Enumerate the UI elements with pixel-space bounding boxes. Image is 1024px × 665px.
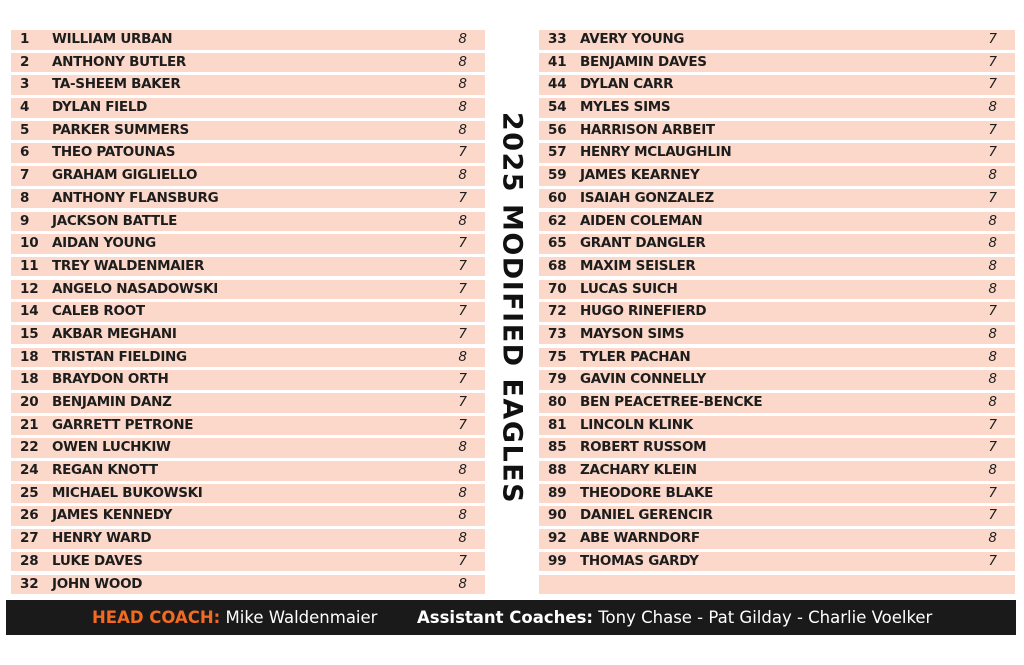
player-number: 28 <box>20 552 39 569</box>
assistant-coaches-label: Assistant Coaches: <box>417 608 594 627</box>
player-row <box>539 416 1015 436</box>
player-row <box>539 75 1015 95</box>
player-grade: 7 <box>988 189 997 206</box>
player-name: ANGELO NASADOWSKI <box>52 280 218 297</box>
player-name: ROBERT RUSSOM <box>580 439 707 456</box>
player-row <box>11 143 485 163</box>
player-grade: 8 <box>458 530 467 547</box>
player-grade: 8 <box>988 348 997 365</box>
player-grade: 8 <box>458 348 467 365</box>
player-row <box>539 575 1015 595</box>
player-name: TA-SHEEM BAKER <box>52 76 181 93</box>
player-number: 73 <box>548 325 567 342</box>
player-grade: 7 <box>458 371 467 388</box>
player-grade: 7 <box>458 257 467 274</box>
player-number: 2 <box>20 53 30 70</box>
player-grade: 8 <box>988 257 997 274</box>
player-row <box>539 280 1015 300</box>
player-number: 10 <box>20 235 39 252</box>
player-number: 85 <box>548 439 567 456</box>
player-number: 8 <box>20 189 30 206</box>
player-grade: 7 <box>988 552 997 569</box>
player-name: JAMES KENNEDY <box>52 507 173 524</box>
player-name: CALEB ROOT <box>52 303 145 320</box>
player-row <box>11 166 485 186</box>
player-grade: 8 <box>988 99 997 116</box>
player-number: 90 <box>548 507 567 524</box>
coaches-footer <box>6 600 1016 635</box>
player-grade: 8 <box>988 235 997 252</box>
player-number: 33 <box>548 31 567 47</box>
player-row <box>539 234 1015 254</box>
player-name: HENRY WARD <box>52 530 152 547</box>
player-row <box>11 461 485 481</box>
player-row <box>539 348 1015 368</box>
player-name: ANTHONY BUTLER <box>52 53 186 70</box>
player-name: GARRETT PETRONE <box>52 416 194 433</box>
player-name: BENJAMIN DAVES <box>580 53 707 70</box>
player-name: JAMES KEARNEY <box>580 167 700 184</box>
player-name: LUKE DAVES <box>52 552 143 569</box>
player-name: WILLIAM URBAN <box>52 31 173 47</box>
player-number: 1 <box>20 31 30 47</box>
player-number: 4 <box>20 99 30 116</box>
player-grade: 7 <box>988 76 997 93</box>
player-grade: 8 <box>458 167 467 184</box>
player-row <box>539 98 1015 118</box>
player-grade: 7 <box>458 189 467 206</box>
player-grade: 7 <box>988 439 997 456</box>
player-row <box>539 506 1015 526</box>
player-number: 99 <box>548 552 567 569</box>
player-row <box>11 348 485 368</box>
player-grade: 7 <box>988 31 997 47</box>
player-number: 5 <box>20 121 30 138</box>
player-row <box>11 416 485 436</box>
player-grade: 8 <box>988 167 997 184</box>
player-row <box>539 257 1015 277</box>
player-name: GAVIN CONNELLY <box>580 371 706 388</box>
player-row <box>539 484 1015 504</box>
player-number: 44 <box>548 76 567 93</box>
player-row <box>11 75 485 95</box>
player-row <box>11 552 485 572</box>
roster-title: 2025 MODIFIED EAGLES <box>496 111 528 505</box>
player-number: 72 <box>548 303 567 320</box>
player-number: 89 <box>548 484 567 501</box>
player-row <box>539 121 1015 141</box>
player-grade: 8 <box>458 484 467 501</box>
player-number: 6 <box>20 144 30 161</box>
head-coach-name: Mike Waldenmaier <box>225 608 378 627</box>
player-number: 79 <box>548 371 567 388</box>
player-number: 54 <box>548 99 567 116</box>
player-row <box>539 166 1015 186</box>
player-grade: 8 <box>458 462 467 479</box>
player-number: 18 <box>20 371 39 388</box>
player-row <box>11 393 485 413</box>
player-name: THEODORE BLAKE <box>580 484 714 501</box>
player-name: GRANT DANGLER <box>580 235 706 252</box>
player-name: LINCOLN KLINK <box>580 416 693 433</box>
player-row <box>11 302 485 322</box>
player-row <box>539 370 1015 390</box>
player-row <box>11 30 485 50</box>
player-grade: 7 <box>458 325 467 342</box>
player-row <box>11 189 485 209</box>
assistant-coaches-names: Tony Chase - Pat Gilday - Charlie Voelker <box>598 608 933 627</box>
player-name: HENRY MCLAUGHLIN <box>580 144 732 161</box>
player-number: 9 <box>20 212 30 229</box>
player-number: 26 <box>20 507 39 524</box>
player-grade: 7 <box>458 280 467 297</box>
player-name: MAXIM SEISLER <box>580 257 696 274</box>
player-name: MYLES SIMS <box>580 99 671 116</box>
player-row <box>539 529 1015 549</box>
player-number: 24 <box>20 462 39 479</box>
player-name: ZACHARY KLEIN <box>580 462 697 479</box>
player-name: TYLER PACHAN <box>580 348 691 365</box>
player-name: AIDEN COLEMAN <box>580 212 703 229</box>
player-number: 81 <box>548 416 567 433</box>
player-name: HARRISON ARBEIT <box>580 121 715 138</box>
player-number: 25 <box>20 484 39 501</box>
player-row <box>11 98 485 118</box>
player-row <box>539 53 1015 73</box>
player-grade: 7 <box>458 394 467 410</box>
player-row <box>11 121 485 141</box>
player-row <box>11 234 485 254</box>
player-row <box>539 143 1015 163</box>
player-name: ISAIAH GONZALEZ <box>580 189 714 206</box>
player-number: 11 <box>20 257 39 274</box>
player-name: AKBAR MEGHANI <box>52 325 177 342</box>
player-number: 59 <box>548 167 567 184</box>
player-number: 20 <box>20 394 39 410</box>
player-row <box>11 438 485 458</box>
player-grade: 7 <box>458 552 467 569</box>
player-number: 60 <box>548 189 567 206</box>
player-grade: 8 <box>458 212 467 229</box>
player-grade: 8 <box>458 507 467 524</box>
player-row <box>539 438 1015 458</box>
player-name: DYLAN CARR <box>580 76 674 93</box>
player-name: BRAYDON ORTH <box>52 371 169 388</box>
player-row <box>11 529 485 549</box>
player-number: 41 <box>548 53 567 70</box>
player-name: MICHAEL BUKOWSKI <box>52 484 203 501</box>
head-coach-label: HEAD COACH: <box>92 608 221 627</box>
player-grade: 7 <box>458 416 467 433</box>
player-row <box>539 325 1015 345</box>
player-name: GRAHAM GIGLIELLO <box>52 167 198 184</box>
player-number: 56 <box>548 121 567 138</box>
player-grade: 8 <box>988 462 997 479</box>
player-number: 3 <box>20 76 30 93</box>
player-row <box>539 189 1015 209</box>
player-grade: 7 <box>988 121 997 138</box>
player-number: 92 <box>548 530 567 547</box>
player-number: 80 <box>548 394 567 410</box>
player-number: 62 <box>548 212 567 229</box>
player-grade: 8 <box>458 76 467 93</box>
player-number: 57 <box>548 144 567 161</box>
player-grade: 8 <box>458 99 467 116</box>
player-grade: 8 <box>988 212 997 229</box>
player-grade: 8 <box>458 575 467 592</box>
player-row <box>539 461 1015 481</box>
player-number: 18 <box>20 348 39 365</box>
player-number: 70 <box>548 280 567 297</box>
player-name: TREY WALDENMAIER <box>52 257 205 274</box>
player-number: 15 <box>20 325 39 342</box>
player-grade: 7 <box>988 53 997 70</box>
head-coach <box>92 600 377 635</box>
player-number: 7 <box>20 167 30 184</box>
player-name: REGAN KNOTT <box>52 462 158 479</box>
player-row <box>11 280 485 300</box>
player-name: DYLAN FIELD <box>52 99 148 116</box>
player-row <box>539 552 1015 572</box>
player-number: 12 <box>20 280 39 297</box>
player-row <box>539 393 1015 413</box>
player-row <box>11 484 485 504</box>
player-number: 65 <box>548 235 567 252</box>
player-name: ANTHONY FLANSBURG <box>52 189 219 206</box>
player-name: LUCAS SUICH <box>580 280 678 297</box>
player-name: AIDAN YOUNG <box>52 235 156 252</box>
player-grade: 7 <box>988 507 997 524</box>
player-name: TRISTAN FIELDING <box>52 348 187 365</box>
player-number: 32 <box>20 575 39 592</box>
player-name: PARKER SUMMERS <box>52 121 189 138</box>
player-number: 75 <box>548 348 567 365</box>
player-grade: 8 <box>458 53 467 70</box>
player-grade: 8 <box>458 121 467 138</box>
player-name: HUGO RINEFIERD <box>580 303 707 320</box>
player-grade: 8 <box>458 31 467 47</box>
player-row <box>11 370 485 390</box>
player-grade: 7 <box>458 235 467 252</box>
player-number: 21 <box>20 416 39 433</box>
player-grade: 7 <box>458 303 467 320</box>
player-grade: 8 <box>988 325 997 342</box>
player-name: JOHN WOOD <box>52 575 143 592</box>
player-row <box>11 325 485 345</box>
player-name: DANIEL GERENCIR <box>580 507 713 524</box>
player-row <box>11 212 485 232</box>
player-row <box>539 212 1015 232</box>
player-name: OWEN LUCHKIW <box>52 439 171 456</box>
player-number: 68 <box>548 257 567 274</box>
player-name: BENJAMIN DANZ <box>52 394 172 410</box>
player-name: AVERY YOUNG <box>580 31 685 47</box>
player-name: ABE WARNDORF <box>580 530 700 547</box>
player-number: 88 <box>548 462 567 479</box>
player-name: THEO PATOUNAS <box>52 144 176 161</box>
player-grade: 8 <box>988 394 997 410</box>
roster-left-column <box>11 30 485 597</box>
player-name: THOMAS GARDY <box>580 552 699 569</box>
player-grade: 8 <box>988 280 997 297</box>
player-grade: 8 <box>458 439 467 456</box>
player-number: 14 <box>20 303 39 320</box>
player-number: 22 <box>20 439 39 456</box>
assistant-coaches <box>417 600 932 635</box>
player-row <box>11 575 485 595</box>
player-row <box>539 30 1015 50</box>
player-name: JACKSON BATTLE <box>52 212 178 229</box>
player-row <box>11 53 485 73</box>
player-grade: 7 <box>988 303 997 320</box>
player-number: 27 <box>20 530 39 547</box>
player-grade: 8 <box>988 530 997 547</box>
player-grade: 8 <box>988 371 997 388</box>
player-grade: 7 <box>988 484 997 501</box>
player-row <box>11 506 485 526</box>
player-row <box>539 302 1015 322</box>
player-name: BEN PEACETREE-BENCKE <box>580 394 763 410</box>
player-row <box>11 257 485 277</box>
player-grade: 7 <box>988 416 997 433</box>
player-name: MAYSON SIMS <box>580 325 685 342</box>
player-grade: 7 <box>988 144 997 161</box>
roster-right-column <box>539 30 1015 597</box>
player-grade: 7 <box>458 144 467 161</box>
